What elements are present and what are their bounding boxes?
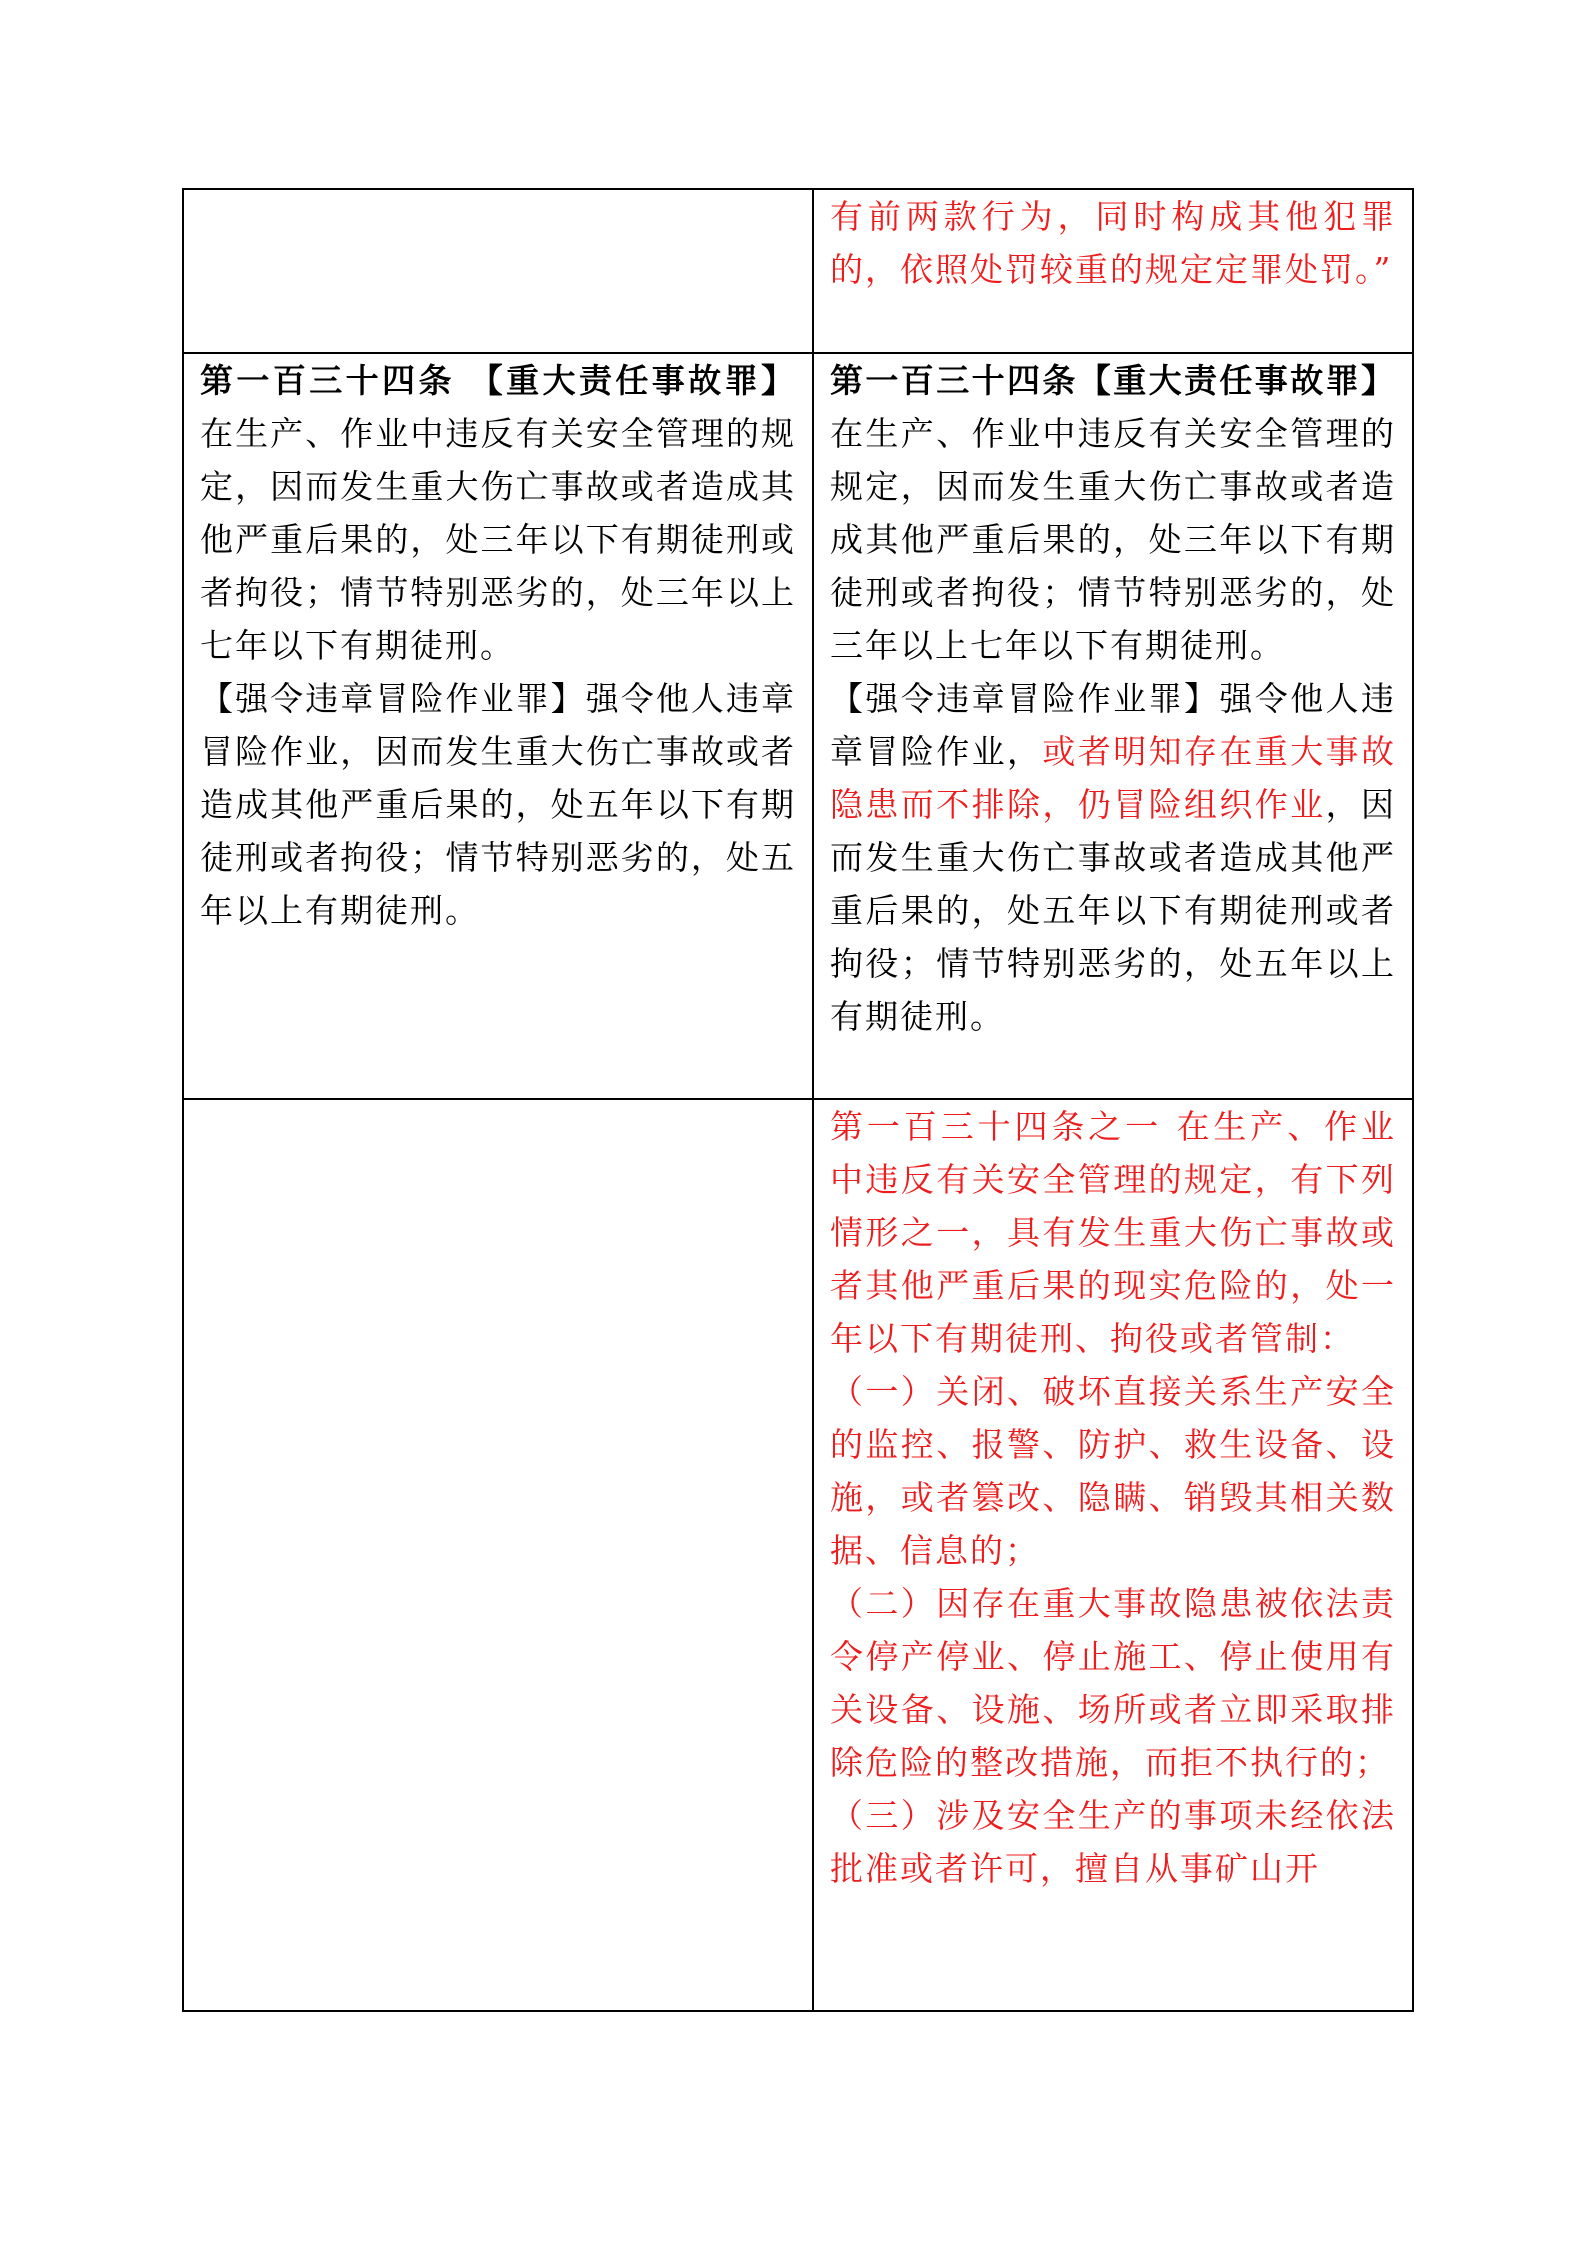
text-segment: ，因而发生重大伤亡事故或者造成其他严重后果的，处五年以下有期徒刑或者拘役；情节特别恶劣的，处五年以上有期徒刑。 (830, 785, 1397, 1036)
amended-text-cell (813, 189, 1413, 353)
paragraph (200, 672, 796, 937)
original-text-cell (183, 353, 813, 1099)
text-segment: 在生产、作业中违反有关安全管理的规定，因而发生重大伤亡事故或者造成其他严重后果的，处三年以下有期徒刑或者拘役；情节特别恶劣的，处三年以上七年以下有期徒刑。 (200, 414, 796, 665)
table-row (183, 1099, 1413, 2011)
table-row (183, 353, 1413, 1099)
amended-text-segment: （二）因存在重大事故隐患被依法责令停产停业、停止施工、停止使用有关设备、设施、场所或者立即采取排除危险的整改措施，而拒不执行的； (830, 1584, 1396, 1782)
paragraph (830, 1365, 1396, 1577)
amended-text-segment: 或者明知存在重大事故隐患而不排除，仍冒险组织作业 (830, 732, 1397, 824)
original-text-cell (183, 1099, 813, 2011)
amended-text-cell (813, 1099, 1413, 2011)
table-row (183, 189, 1413, 353)
law-comparison-table (182, 188, 1414, 2012)
paragraph (830, 1577, 1396, 1789)
text-segment: 【强令违章冒险作业罪】强令他人违章冒险作业，因而发生重大伤亡事故或者造成其他严重后果的，处五年以下有期徒刑或者拘役；情节特别恶劣的，处五年以上有期徒刑。 (200, 679, 796, 930)
amended-text-segment: 第一百三十四条之一 在生产、作业中违反有关安全管理的规定，有下列情形之一，具有发生重大伤亡事故或者其他严重后果的现实危险的，处一年以下有期徒刑、拘役或者管制： (830, 1107, 1396, 1358)
article-heading: 第一百三十四条 【重大责任事故罪】 (200, 361, 796, 400)
text-segment: 【强令违章冒险作业罪】强令他人违章冒险作业， (830, 679, 1396, 771)
article-heading: 第一百三十四条【重大责任事故罪】 (830, 361, 1396, 400)
paragraph (200, 354, 796, 672)
amended-text-segment: 有前两款行为，同时构成其他犯罪的，依照处罚较重的规定定罪处罚。” (830, 197, 1396, 289)
amended-text-cell (813, 353, 1413, 1099)
text-segment: 在生产、作业中违反有关安全管理的规定，因而发生重大伤亡事故或者造成其他严重后果的，处三年以下有期徒刑或者拘役；情节特别恶劣的，处三年以上七年以下有期徒刑。 (830, 414, 1396, 665)
amended-text-segment: （三）涉及安全生产的事项未经依法批准或者许可，擅自从事矿山开 (830, 1796, 1396, 1888)
paragraph (830, 190, 1396, 296)
paragraph (830, 1100, 1396, 1365)
paragraph (830, 1789, 1396, 1895)
paragraph (830, 672, 1396, 1043)
original-text-cell (183, 189, 813, 353)
amended-text-segment: （一）关闭、破坏直接关系生产安全的监控、报警、防护、救生设备、设施，或者篡改、隐瞒、销毁其相关数据、信息的； (830, 1372, 1396, 1570)
paragraph (830, 354, 1396, 672)
